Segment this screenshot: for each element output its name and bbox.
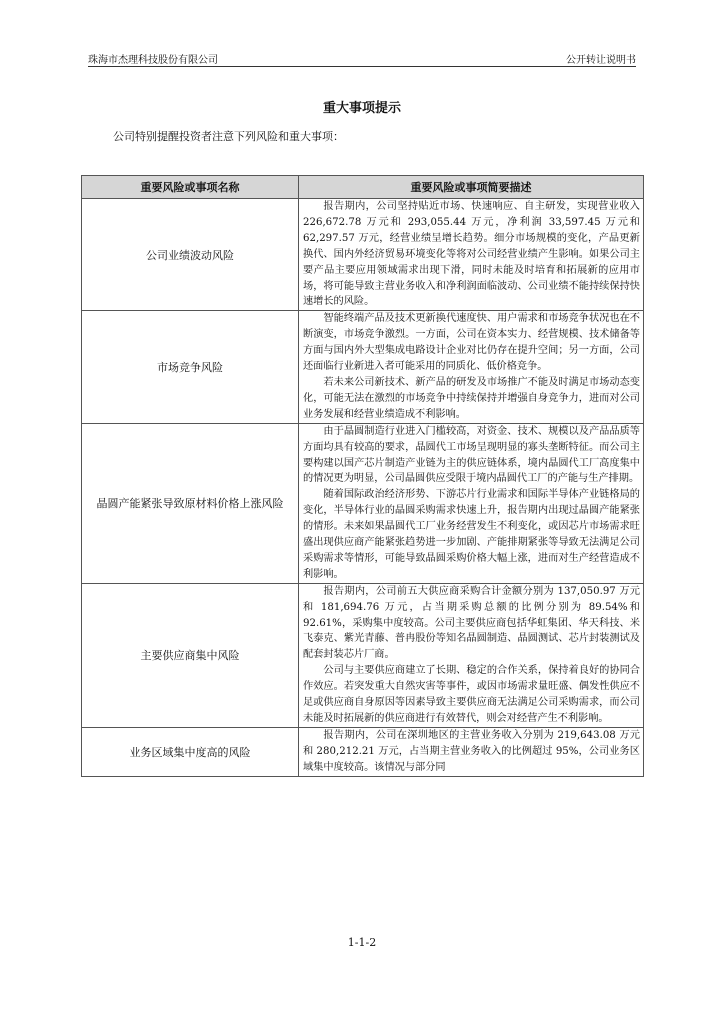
intro-text: 公司特别提醒投资者注意下列风险和重大事项：: [113, 130, 344, 143]
risk-description: [299, 199, 644, 311]
risk-name: 市场竞争风险: [82, 311, 299, 423]
description-paragraph: 报告期内，公司前五大供应商采购合计金额分别为 137,050.97 万元和 181,694.76 万元，占当期采购总额的比例分别为 89.54%和 92.61%，采购集中度较高。公司主要供应商包括华虹集团、华天科技、米飞泰克、紫光青藤、普冉股份等知名晶圆制造、晶圆测试、芯片封装测试及配套封装芯片厂商。: [303, 585, 640, 661]
risk-description: [299, 423, 644, 583]
column-header-description: 重要风险或事项简要描述: [299, 176, 644, 199]
risk-description: [299, 583, 644, 727]
table-header-row: [82, 176, 644, 199]
table-row: [82, 583, 644, 727]
column-header-name: 重要风险或事项名称: [82, 176, 299, 199]
table-row: [82, 423, 644, 583]
risk-name: 公司业绩波动风险: [82, 199, 299, 311]
table-row: [82, 311, 644, 423]
header-doc-type: 公开转让说明书: [566, 55, 636, 66]
description-paragraph: 智能终端产品及技术更新换代速度快、用户需求和市场竞争状况也在不断演变，市场竞争激烈。一方面，公司在资本实力、经营规模、技术储备等方面与国内外大型集成电路设计企业对比仍存在提升空间；另一方面，公司还面临行业新进入者可能采用的同质化、低价格竞争。: [303, 313, 640, 373]
table-row: [82, 199, 644, 311]
description-paragraph: 公司与主要供应商建立了长期、稳定的合作关系，保持着良好的协同合作效应。若突发重大自然灾害等事件，或因市场需求量旺盛、偶发性供应不足或供应商自身原因等因素导致主要供应商无法满足公司采购需求，而公司未能及时拓展新的供应商进行有效替代，则会对经营产生不利影响。: [303, 665, 640, 724]
page-number: 1-1-2: [347, 936, 377, 949]
risk-table: [81, 175, 644, 777]
description-paragraph: 报告期内，公司在深圳地区的主营业务收入分别为 219,643.08 万元和 280,212.21 万元，占当期主营业务收入的比例超过 95%，公司业务区域集中度较高。该情况与部分同: [303, 729, 640, 773]
risk-name: 业务区域集中度高的风险: [82, 727, 299, 776]
description-paragraph: 由于晶圆制造行业进入门槛较高，对资金、技术、规模以及产品品质等方面均具有较高的要求，晶圆代工市场呈现明显的寡头垄断特征。而公司主要构建以国产芯片制造产业链为主的供应链体系，境内晶圆代工厂高度集中的情况更为明显，公司晶圆供应受限于境内晶圆代工厂的产能与生产排期。: [303, 425, 640, 485]
risk-description: [299, 727, 644, 776]
description-paragraph: 随着国际政治经济形势、下游芯片行业需求和国际半导体产业链格局的变化，半导体行业的晶圆采购需求快速上升，报告期内出现过晶圆产能紧张的情形。未来如果晶圆代工厂业务经营发生不利变化，或因芯片市场需求旺盛出现供应商产能紧张趋势进一步加剧、产能排期紧张等导致无法满足公司采购需求等情形，可能导致晶圆采购价格大幅上涨，进而对生产经营造成不利影响。: [303, 489, 640, 580]
risk-name: 主要供应商集中风险: [82, 583, 299, 727]
page-title: 重大事项提示: [322, 101, 401, 116]
risk-name: 晶圆产能紧张导致原材料价格上涨风险: [82, 423, 299, 583]
table-row: [82, 727, 644, 776]
description-paragraph: 若未来公司新技术、新产品的研发及市场推广不能及时满足市场动态变化，可能无法在激烈的市场竞争中持续保持并增强自身竞争力，进而对公司业务发展和经营业绩造成不利影响。: [303, 376, 640, 420]
risk-description: [299, 311, 644, 423]
page-header: [88, 50, 636, 67]
header-company: 珠海市杰理科技股份有限公司: [88, 55, 218, 66]
description-paragraph: 报告期内，公司坚持贴近市场、快速响应、自主研发，实现营业收入 226,672.78 万元和 293,055.44 万元，净利润 33,597.45 万元和 62,297.57 万元，经营业绩呈增长趋势。细分市场规模的变化，产品更新换代、国内外经济贸易环境变化等将对公司经营业绩产生影响。如果公司主要产品主要应用领域需求出现下滑，同时未能及时培育和拓展新的应用市场，将可能导致主营业务收入和净利润面临波动、公司业绩不能持续保持快速增长的风险。: [303, 201, 640, 308]
